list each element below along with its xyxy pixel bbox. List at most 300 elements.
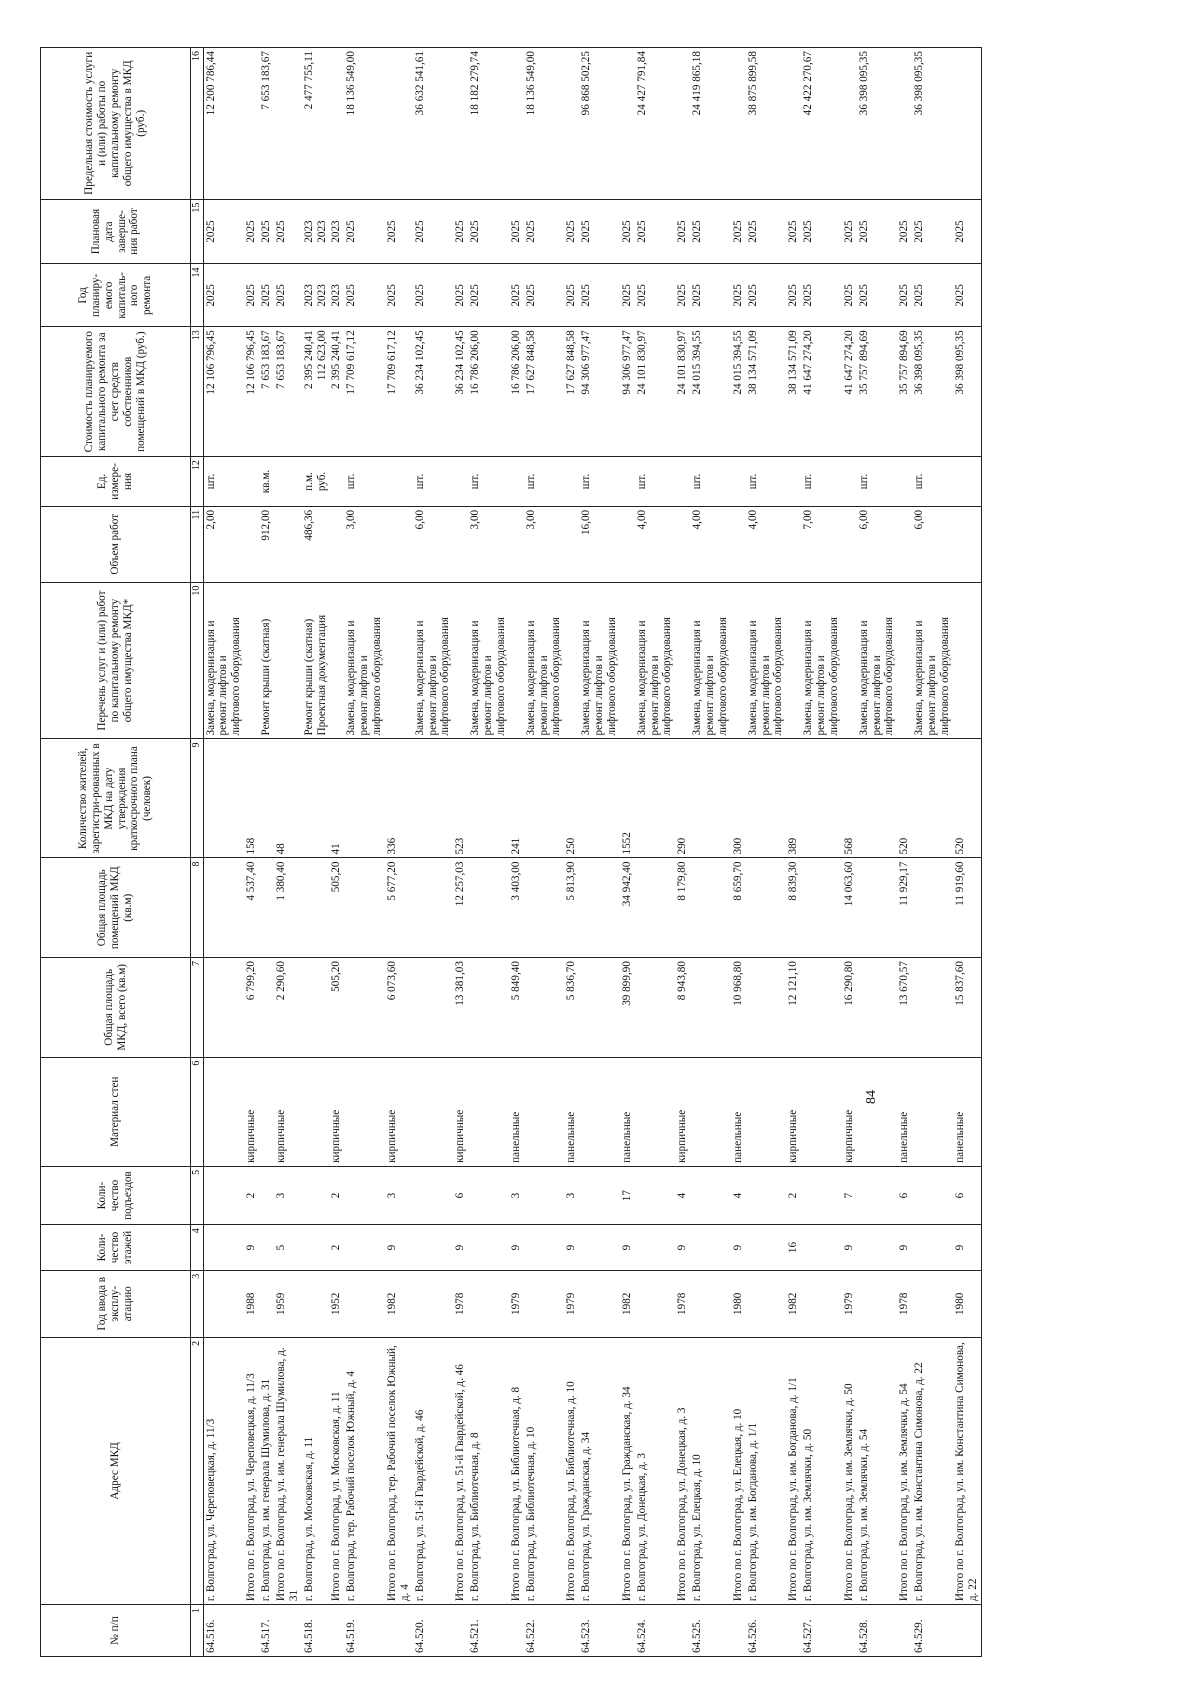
max-cost-cell: 24 427 791,84 [635,48,676,200]
row-number [509,1605,524,1657]
max-cost-cell [509,48,524,200]
entrances-cell: 2 [244,1166,259,1224]
year-cell [302,1270,330,1337]
material-cell [857,1057,898,1166]
unit-cell: шт. [413,457,454,507]
volume-cell: 3,00 [468,506,509,582]
plan-year-cell: 2025 [244,264,259,327]
max-cost-cell [385,48,413,200]
volume-cell: 7,00 [801,506,842,582]
works-cell: Ремонт крыши (скатная) [259,582,274,739]
area-premises-cell: 5 813,90 [564,858,579,958]
area-total-cell: 6 073,60 [385,958,413,1058]
cost-cell: 38 134 571,09 [786,327,801,457]
row-number: 64.527. [801,1605,842,1657]
unit-cell [329,457,344,507]
floors-cell: 9 [842,1225,857,1270]
works-cell: Замена, модернизация и ремонт лифтов и лифтового оборудования [344,582,385,739]
residents-cell [690,739,731,858]
col-number: 4 [191,1225,204,1270]
table-row-total [675,48,690,1657]
area-total-cell [468,958,509,1058]
works-cell: Замена, модернизация и ремонт лифтов и лифтового оборудования [690,582,731,739]
plan-end-cell: 2025 [842,199,857,264]
plan-end-cell: 2025 [509,199,524,264]
floors-cell: 9 [897,1225,912,1270]
area-total-cell [801,958,842,1058]
cost-cell: 16 786 206,00 [468,327,509,457]
year-cell: 1988 [244,1270,259,1337]
plan-end-cell: 2025 [413,199,454,264]
floors-cell: 9 [564,1225,579,1270]
address-cell: Итого по г. Волгоград, ул. Гражданская, д. 34 [620,1337,635,1604]
header-material: Материал стен [41,1057,191,1166]
row-number: 64.516. [203,1605,244,1657]
max-cost-cell [329,48,344,200]
address-cell: г. Волгоград, ул. 51-й Гвардейской, д. 46 [413,1337,454,1604]
plan-end-cell: 2025 [564,199,579,264]
entrances-cell [912,1166,953,1224]
material-cell: кирпичные [274,1057,302,1166]
unit-cell [274,457,302,507]
year-cell [579,1270,620,1337]
plan-year-cell: 2025 [786,264,801,327]
year-cell [857,1270,898,1337]
entrances-cell [344,1166,385,1224]
unit-cell [953,457,981,507]
works-cell [731,582,746,739]
plan-end-cell: 2025 [524,199,565,264]
year-cell: 1978 [453,1270,468,1337]
plan-end-cell: 2025 [746,199,787,264]
unit-cell: шт. [690,457,731,507]
max-cost-cell: 36 398 095,35 [857,48,898,200]
header-volume: Объем работ [41,506,191,582]
address-cell: г. Волгоград, ул. Донецкая, д. 3 [635,1337,676,1604]
area-total-cell [203,958,244,1058]
volume-cell: 486,36 [302,506,330,582]
row-number [620,1605,635,1657]
year-cell: 1959 [274,1270,302,1337]
plan-year-cell: 2025 [746,264,787,327]
residents-cell [912,739,953,858]
area-premises-cell [302,858,330,958]
works-cell: Замена, модернизация и ремонт лифтов и лифтового оборудования [746,582,787,739]
area-total-cell: 15 837,60 [953,958,981,1058]
unit-cell: шт. [857,457,898,507]
cost-cell: 41 647 274,20 [842,327,857,457]
year-cell: 1980 [953,1270,981,1337]
area-total-cell [746,958,787,1058]
table-row-work [524,48,565,1657]
residents-cell [579,739,620,858]
residents-cell [413,739,454,858]
floors-cell: 9 [385,1225,413,1270]
material-cell: кирпичные [675,1057,690,1166]
plan-end-cell: 2025 [579,199,620,264]
table-row-work [203,48,244,1657]
table-row-work [579,48,620,1657]
area-total-cell: 5 849,40 [509,958,524,1058]
year-cell: 1979 [509,1270,524,1337]
entrances-cell: 4 [731,1166,746,1224]
area-total-cell [635,958,676,1058]
cost-cell: 36 398 095,35 [953,327,981,457]
table-row-total [274,48,302,1657]
row-number: 64.522. [524,1605,565,1657]
material-cell [579,1057,620,1166]
unit-cell: шт. [344,457,385,507]
plan-end-cell: 2025 [786,199,801,264]
table-row-work [912,48,953,1657]
max-cost-cell [897,48,912,200]
area-premises-cell [203,858,244,958]
plan-year-cell: 2025 [203,264,244,327]
table-row-work [259,48,274,1657]
row-number: 64.518. [302,1605,330,1657]
works-cell [842,582,857,739]
header-entrances: Коли-чество подъездов [41,1166,191,1224]
address-cell: г. Волгоград, ул. Гражданская, д. 34 [579,1337,620,1604]
material-cell [203,1057,244,1166]
cost-cell: 12 106 796,45 [244,327,259,457]
plan-year-cell: 2025 [675,264,690,327]
year-cell [801,1270,842,1337]
max-cost-cell: 12 200 786,44 [203,48,244,200]
cost-cell: 38 134 571,09 [746,327,787,457]
unit-cell: шт. [912,457,953,507]
cost-cell: 17 627 848,58 [524,327,565,457]
address-cell: Итого по г. Волгоград, ул. Московская, д. 11 [329,1337,344,1604]
volume-cell: 6,00 [413,506,454,582]
cost-cell: 2 395 240,41 [329,327,344,457]
works-cell: Замена, модернизация и ремонт лифтов и лифтового оборудования [413,582,454,739]
address-cell: Итого по г. Волгоград, ул. им. генерала Шумилова, д. 31 [274,1337,302,1604]
entrances-cell: 7 [842,1166,857,1224]
works-cell [385,582,413,739]
row-number: 64.524. [635,1605,676,1657]
residents-cell: 41 [329,739,344,858]
residents-cell: 523 [453,739,468,858]
material-cell [413,1057,454,1166]
max-cost-cell: 38 875 899,58 [746,48,787,200]
volume-cell [786,506,801,582]
table-body [203,48,981,1657]
unit-cell [620,457,635,507]
address-cell: г. Волгоград, ул. Библиотечная, д. 10 [524,1337,565,1604]
residents-cell: 290 [675,739,690,858]
address-cell: Итого по г. Волгоград, ул. Елецкая, д. 10 [731,1337,746,1604]
area-premises-cell: 14 063,60 [842,858,857,958]
address-cell: Итого по г. Волгоград, ул. 51-й Гвардейской, д. 46 [453,1337,468,1604]
volume-cell: 3,00 [524,506,565,582]
material-cell [524,1057,565,1166]
entrances-cell: 6 [453,1166,468,1224]
header-max-cost: Предельная стоимость услуги и (или) работы по капитальному ремонту общего имущества в МКД (руб.) [41,48,191,200]
volume-cell [897,506,912,582]
area-premises-cell [344,858,385,958]
row-number [244,1605,259,1657]
row-number [564,1605,579,1657]
entrances-cell: 4 [675,1166,690,1224]
table-row-work [468,48,509,1657]
row-number [953,1605,981,1657]
area-total-cell: 16 290,80 [842,958,857,1058]
material-cell: панельные [897,1057,912,1166]
floors-cell [203,1225,244,1270]
header-year: Год ввода в эксплу-атацию [41,1270,191,1337]
floors-cell [468,1225,509,1270]
table-row-total [897,48,912,1657]
entrances-cell: 3 [509,1166,524,1224]
max-cost-cell: 36 398 095,35 [912,48,953,200]
col-number: 9 [191,739,204,858]
residents-cell [801,739,842,858]
entrances-cell [690,1166,731,1224]
entrances-cell [746,1166,787,1224]
unit-cell: шт. [203,457,244,507]
residents-cell [857,739,898,858]
year-cell: 1979 [564,1270,579,1337]
area-premises-cell: 4 537,40 [244,858,259,958]
row-number: 64.517. [259,1605,274,1657]
area-premises-cell: 8 179,80 [675,858,690,958]
works-cell [244,582,259,739]
residents-cell [524,739,565,858]
address-cell: Итого по г. Волгоград, ул. им. Землячки, д. 50 [842,1337,857,1604]
cost-cell: 16 786 206,00 [509,327,524,457]
year-cell [524,1270,565,1337]
area-total-cell: 13 381,03 [453,958,468,1058]
works-cell [953,582,981,739]
entrances-cell: 17 [620,1166,635,1224]
residents-cell [344,739,385,858]
unit-cell [564,457,579,507]
plan-year-cell: 2025 [897,264,912,327]
material-cell [468,1057,509,1166]
works-cell [786,582,801,739]
volume-cell [953,506,981,582]
floors-cell [912,1225,953,1270]
col-number: 15 [191,199,204,264]
row-number [897,1605,912,1657]
plan-year-cell: 2025 [801,264,842,327]
max-cost-cell: 36 632 541,61 [413,48,454,200]
row-number: 64.523. [579,1605,620,1657]
col-number: 2 [191,1337,204,1604]
plan-end-cell: 2025 [635,199,676,264]
volume-cell [453,506,468,582]
header-works: Перечень услуг и (или) работ по капитальному ремонту общего имущества МКД* [41,582,191,739]
residents-cell: 250 [564,739,579,858]
volume-cell [244,506,259,582]
residents-cell: 568 [842,739,857,858]
plan-year-cell: 2025 [509,264,524,327]
residents-cell: 300 [731,739,746,858]
cost-cell: 36 234 102,45 [453,327,468,457]
plan-end-cell: 2025 [690,199,731,264]
plan-year-cell: 2025 [274,264,302,327]
address-cell: г. Волгоград, ул. Московская, д. 11 [302,1337,330,1604]
area-premises-cell [912,858,953,958]
address-cell: Итого по г. Волгоград, ул. им. Землячки, д. 54 [897,1337,912,1604]
unit-cell: п.м. руб. [302,457,330,507]
plan-end-cell: 2025 [244,199,259,264]
plan-end-cell: 2025 [259,199,274,264]
material-cell: кирпичные [329,1057,344,1166]
header-plan-end: Плановая дата заверше-ния работ [41,199,191,264]
area-premises-cell: 34 942,40 [620,858,635,958]
table-row-work [302,48,330,1657]
volume-cell: 16,00 [579,506,620,582]
plan-year-cell: 2025 [912,264,953,327]
residents-cell [203,739,244,858]
plan-year-cell: 2025 [259,264,274,327]
header-area-premises: Общая площадь помещений МКД (кв.м) [41,858,191,958]
area-premises-cell [468,858,509,958]
unit-cell [244,457,259,507]
volume-cell: 6,00 [857,506,898,582]
area-total-cell [344,958,385,1058]
works-cell: Замена, модернизация и ремонт лифтов и лифтового оборудования [635,582,676,739]
max-cost-cell: 18 136 549,00 [344,48,385,200]
plan-end-cell: 2025 [468,199,509,264]
plan-year-cell: 2025 [524,264,565,327]
col-number: 5 [191,1166,204,1224]
plan-year-cell: 2025 [468,264,509,327]
entrances-cell: 6 [953,1166,981,1224]
unit-cell [786,457,801,507]
material-cell: панельные [731,1057,746,1166]
max-cost-cell [953,48,981,200]
area-premises-cell: 11 929,17 [897,858,912,958]
plan-year-cell: 2025 [635,264,676,327]
entrances-cell [635,1166,676,1224]
address-cell: Итого по г. Волгоград, тер. Рабочий поселок Южный, д. 4 [385,1337,413,1604]
entrances-cell [468,1166,509,1224]
material-cell: панельные [564,1057,579,1166]
area-total-cell [524,958,565,1058]
floors-cell [413,1225,454,1270]
col-number: 8 [191,858,204,958]
row-number [329,1605,344,1657]
year-cell: 1982 [620,1270,635,1337]
max-cost-cell [564,48,579,200]
address-cell: Итого по г. Волгоград, ул. им. Константина Симонова, д. 22 [953,1337,981,1604]
header-address: Адрес МКД [41,1337,191,1604]
entrances-cell [801,1166,842,1224]
header-cost: Стоимость планируемого капитального ремонта за счет средств собственников помещений в МКД (руб.) [41,327,191,457]
col-number: 10 [191,582,204,739]
area-premises-cell [635,858,676,958]
entrances-cell [413,1166,454,1224]
floors-cell [524,1225,565,1270]
cost-cell: 94 306 977,47 [579,327,620,457]
volume-cell [385,506,413,582]
address-cell: г. Волгоград, ул. Елецкая, д. 10 [690,1337,731,1604]
floors-cell [857,1225,898,1270]
table-row-work [857,48,898,1657]
table-row-total [244,48,259,1657]
residents-cell [468,739,509,858]
row-number [842,1605,857,1657]
works-cell: Замена, модернизация и ремонт лифтов и лифтового оборудования [912,582,953,739]
floors-cell: 9 [953,1225,981,1270]
cost-cell: 2 395 240,41 112 623,00 [302,327,330,457]
unit-cell: шт. [579,457,620,507]
plan-year-cell: 2025 [579,264,620,327]
year-cell: 1952 [329,1270,344,1337]
plan-end-cell: 2025 [897,199,912,264]
works-cell: Замена, модернизация и ремонт лифтов и лифтового оборудования [857,582,898,739]
address-cell: Итого по г. Волгоград, ул. Библиотечная, д. 8 [509,1337,524,1604]
plan-end-cell: 2023 2023 [302,199,330,264]
area-premises-cell: 1 380,40 [274,858,302,958]
volume-cell [329,506,344,582]
plan-year-cell: 2025 [620,264,635,327]
plan-year-cell: 2025 [453,264,468,327]
material-cell: кирпичные [786,1057,801,1166]
residents-cell: 520 [953,739,981,858]
works-cell [453,582,468,739]
table-row-total [509,48,524,1657]
cost-cell: 17 709 617,12 [385,327,413,457]
material-cell: кирпичные [244,1057,259,1166]
plan-end-cell: 2025 [801,199,842,264]
row-number: 64.528. [857,1605,898,1657]
unit-cell [675,457,690,507]
plan-end-cell: 2025 [953,199,981,264]
volume-cell: 4,00 [635,506,676,582]
floors-cell: 9 [731,1225,746,1270]
header-plan-year: Год планиру-емого капиталь-ного ремонта [41,264,191,327]
floors-cell [302,1225,330,1270]
works-cell [509,582,524,739]
max-cost-cell: 96 868 502,25 [579,48,620,200]
volume-cell [509,506,524,582]
residents-cell [746,739,787,858]
page-number: 84 [864,1090,879,1104]
material-cell: кирпичные [385,1057,413,1166]
volume-cell: 912,00 [259,506,274,582]
table-row-work [413,48,454,1657]
area-total-cell [413,958,454,1058]
floors-cell: 9 [509,1225,524,1270]
row-number [675,1605,690,1657]
col-number: 14 [191,264,204,327]
unit-cell [509,457,524,507]
year-cell [203,1270,244,1337]
works-cell [564,582,579,739]
unit-cell: кв.м. [259,457,274,507]
floors-cell: 9 [675,1225,690,1270]
entrances-cell [857,1166,898,1224]
max-cost-cell: 18 136 549,00 [524,48,565,200]
cost-cell: 35 757 894,69 [897,327,912,457]
address-cell: г. Волгоград, ул. Череповецкая, д. 11/3 [203,1337,244,1604]
works-cell: Ремонт крыши (скатная) Проектная документация [302,582,330,739]
floors-cell [259,1225,274,1270]
col-number: 11 [191,506,204,582]
works-cell: Замена, модернизация и ремонт лифтов и лифтового оборудования [468,582,509,739]
cost-cell: 24 101 830,97 [675,327,690,457]
cost-cell: 24 101 830,97 [635,327,676,457]
header-unit: Ед. измере-ния [41,457,191,507]
unit-cell [897,457,912,507]
year-cell [635,1270,676,1337]
max-cost-cell [675,48,690,200]
area-premises-cell: 5 677,20 [385,858,413,958]
